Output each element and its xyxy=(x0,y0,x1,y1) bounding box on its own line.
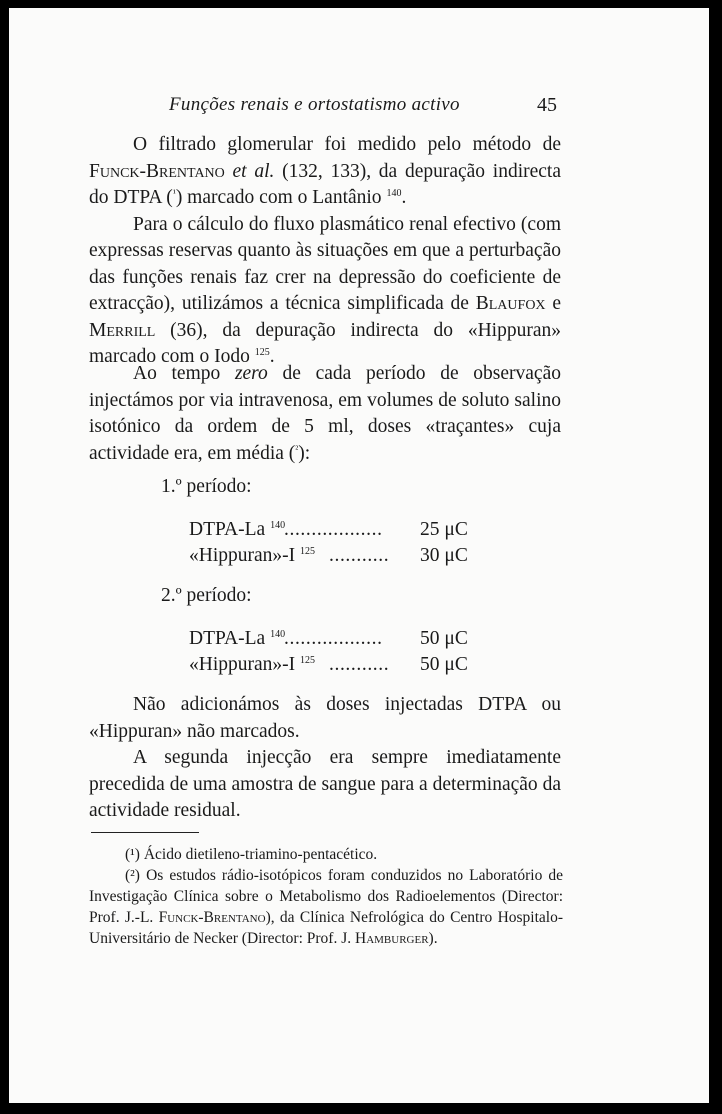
dose-value: 50 μC xyxy=(420,628,468,649)
paragraph-injection: Ao tempo zero de cada período de observação injectámos por via intravenosa, em volumes de soluto salino isotónico da ordem de 5 ml, doses «traçantes» cuja actividade era, em média ($^{^2}$): xyxy=(89,363,561,464)
dose-value: 25 μC xyxy=(420,519,468,540)
isotope-mass: 125 xyxy=(254,347,270,358)
author-name: Blaufox xyxy=(475,293,546,314)
footnote-1: (¹) Ácido dietileno-triamino-pentacético. xyxy=(125,846,378,863)
dose-table-period-1 xyxy=(189,519,489,571)
period-2-label: 2.º período: xyxy=(161,585,252,606)
dose-row: «Hippuran»-I $^{125}$ ........... 50 μC xyxy=(189,654,468,675)
paragraph-gfr-method: O filtrado glomerular foi medido pelo método de Funck-Brentano et al. (132, 133), da depuração indirecta do DTPA ($^{^1}$) marcado com o Lantânio $^{140}$. xyxy=(89,134,562,208)
emphasis-zero: zero xyxy=(234,363,268,384)
body-paragraphs-top xyxy=(89,132,561,371)
dose-row: DTPA-La $^{140}$ .................. 25 μC xyxy=(189,519,468,540)
author-name: Merrill xyxy=(89,319,156,341)
footnote-ref: ¹ xyxy=(172,188,176,199)
page-header xyxy=(9,94,709,122)
dose-row: «Hippuran»-I $^{125}$ ........... 30 μC xyxy=(189,545,468,566)
isotope-mass: 140 xyxy=(386,188,402,199)
paragraph-second-injection: A segunda injecção era sempre imediatamente precedida de uma amostra de sangue para a determinação da actividade residual. xyxy=(89,747,561,821)
document-page xyxy=(9,8,709,1103)
director-name: Funck-Brentano xyxy=(158,909,266,926)
footnote-2: (²) Os estudos rádio-isotópicos foram conduzidos no Laboratório de Investigação Clínica sobre o Metabolismo dos Radioelementos (Director: Prof. J.-L. Funck-Brentano), da Clínica Nefrológica do Centro Hospitalo-Universitário de Necker (Director: Prof. J. Hamburger). xyxy=(89,867,564,947)
dose-row: DTPA-La $^{140}$ .................. 50 μC xyxy=(189,628,468,649)
author-name: Funck-Brentano xyxy=(89,160,225,182)
paragraph-rpf-method: Para o cálculo do fluxo plasmático renal efectivo (com expressas reservas quanto às situações em que a perturbação das funções renais faz crer na depressão do coeficiente de extracção), utilizámos a técnica simplificada de Blaufox e Merrill (36), da depuração indirecta do «Hippuran» marcado com o Iodo $^{125}$. xyxy=(89,213,562,367)
footnote-separator xyxy=(91,832,199,833)
page-number: 45 xyxy=(537,94,557,116)
body-paragraphs-bottom xyxy=(89,692,561,825)
period-1-label: 1.º período: xyxy=(161,476,252,497)
dose-table-period-2 xyxy=(189,628,489,680)
running-title: Funções renais e ortostatismo activo xyxy=(169,94,460,115)
paragraph-unlabelled: Não adicionámos às doses injectadas DTPA ou «Hippuran» não marcados. xyxy=(89,694,561,742)
director-name: Hamburger xyxy=(355,930,429,947)
dose-value: 30 μC xyxy=(420,545,468,566)
footnote-ref: ² xyxy=(295,443,299,455)
dose-value: 50 μC xyxy=(420,654,468,675)
footnotes xyxy=(89,844,563,949)
